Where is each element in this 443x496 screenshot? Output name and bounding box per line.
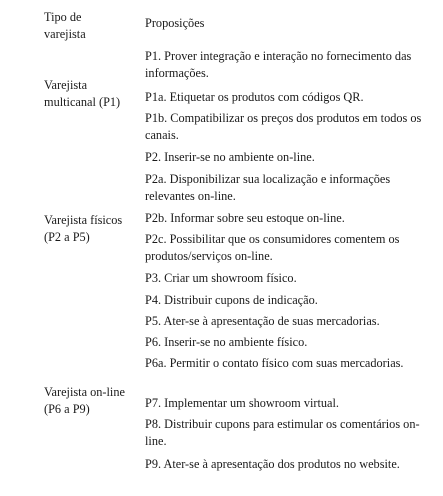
group-label-multichannel: Varejista multicanal (P1): [44, 78, 121, 109]
group-label-physical: Varejista físicos (P2 a P5): [44, 213, 123, 244]
proposition-item: P6. Inserir-se no ambiente físico.: [145, 335, 308, 349]
proposition-item: P9. Ater-se à apresentação dos produtos no website.: [145, 457, 400, 471]
proposition-item: P1. Prover integração e interação no fornecimento das informações.: [145, 49, 412, 80]
proposition-item: P1a. Etiquetar os produtos com códigos QR.: [145, 90, 364, 104]
proposition-item: P4. Distribuir cupons de indicação.: [145, 293, 318, 307]
group-label-online: Varejista on-line (P6 a P9): [44, 385, 125, 416]
column-header-propositions: Proposições: [145, 16, 205, 30]
proposition-item: P1b. Compatibilizar os preços dos produtos em todos os canais.: [145, 111, 422, 142]
column-header-retailer-type: Tipo de varejista: [44, 10, 86, 41]
proposition-item: P2b. Informar sobre seu estoque on-line.: [145, 211, 345, 225]
proposition-item: P2a. Disponibilizar sua localização e informações relevantes on-line.: [145, 172, 391, 203]
proposition-item: P5. Ater-se à apresentação de suas mercadorias.: [145, 314, 380, 328]
proposition-item: P3. Criar um showroom físico.: [145, 271, 297, 285]
proposition-item: P2c. Possibilitar que os consumidores comentem os produtos/serviços on-line.: [145, 232, 400, 263]
proposition-item: P7. Implementar um showroom virtual.: [145, 396, 339, 410]
proposition-item: P8. Distribuir cupons para estimular os comentários on-line.: [145, 417, 420, 448]
proposition-item: P2. Inserir-se no ambiente on-line.: [145, 150, 315, 164]
proposition-item: P6a. Permitir o contato físico com suas mercadorias.: [145, 356, 404, 370]
